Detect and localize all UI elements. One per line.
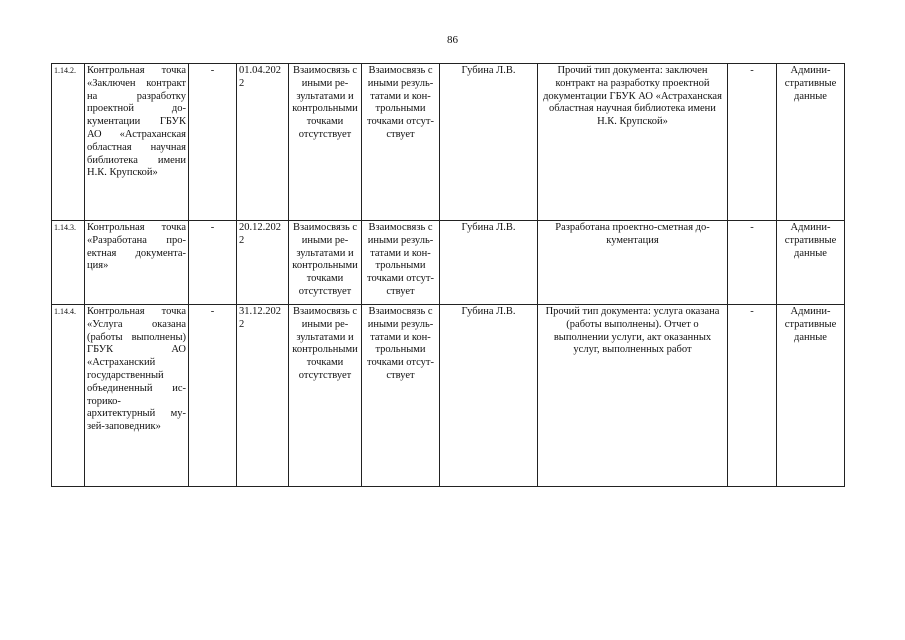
row-number: 1.14.3. bbox=[52, 221, 85, 305]
control-points-table bbox=[51, 63, 845, 487]
due-date: 20.12.2022 bbox=[237, 221, 289, 305]
relation-to-results-2: Взаимосвязь с иными результатами и контрольными точками отсутствует bbox=[362, 64, 440, 221]
document-type: Разработана проектно-сметная документация bbox=[538, 221, 728, 305]
column-9-value: - bbox=[728, 64, 777, 221]
relation-to-results: Взаимосвязь с иными результатами и контрольными точками отсутствует bbox=[289, 64, 362, 221]
relation-to-results-2: Взаимосвязь с иными результатами и контрольными точками отсутствует bbox=[362, 305, 440, 487]
document-type: Прочий тип документа: заключен контракт на разработку проектной документации ГБУК АО «Астраханская областная научная библиотека имени Н.К. Крупской» bbox=[538, 64, 728, 221]
responsible-person: Губина Л.В. bbox=[440, 64, 538, 221]
control-point-name: Контрольная точка «Заключен контракт на разработку проектной документации ГБУК АО «Астраханская областная научная библиотека имени Н.К. Крупской» bbox=[85, 64, 189, 221]
control-point-name: Контрольная точка «Разработана проектная документация» bbox=[85, 221, 189, 305]
column-9-value: - bbox=[728, 305, 777, 487]
row-number: 1.14.2. bbox=[52, 64, 85, 221]
table-row bbox=[52, 64, 845, 221]
page-number: 86 bbox=[447, 34, 458, 46]
data-source: Административные данные bbox=[777, 221, 845, 305]
relation-to-results: Взаимосвязь с иными результатами и контрольными точками отсутствует bbox=[289, 221, 362, 305]
due-date: 01.04.2022 bbox=[237, 64, 289, 221]
relation-to-results: Взаимосвязь с иными результатами и контрольными точками отсутствует bbox=[289, 305, 362, 487]
row-number: 1.14.4. bbox=[52, 305, 85, 487]
due-date: 31.12.2022 bbox=[237, 305, 289, 487]
table-row bbox=[52, 305, 845, 487]
column-3-value: - bbox=[189, 305, 237, 487]
data-source: Административные данные bbox=[777, 64, 845, 221]
control-point-name: Контрольная точка «Услуга оказана (работы выполнены) ГБУК АО «Астраханский государственный объединенный историко-архитектурный музей-заповедник» bbox=[85, 305, 189, 487]
relation-to-results-2: Взаимосвязь с иными результатами и контрольными точками отсутствует bbox=[362, 221, 440, 305]
table-row bbox=[52, 221, 845, 305]
responsible-person: Губина Л.В. bbox=[440, 221, 538, 305]
document-type: Прочий тип документа: услуга оказана (работы выполнены). Отчет о выполнении услуги, акт оказанных услуг, выполненных работ bbox=[538, 305, 728, 487]
column-3-value: - bbox=[189, 64, 237, 221]
column-9-value: - bbox=[728, 221, 777, 305]
responsible-person: Губина Л.В. bbox=[440, 305, 538, 487]
column-3-value: - bbox=[189, 221, 237, 305]
data-source: Административные данные bbox=[777, 305, 845, 487]
